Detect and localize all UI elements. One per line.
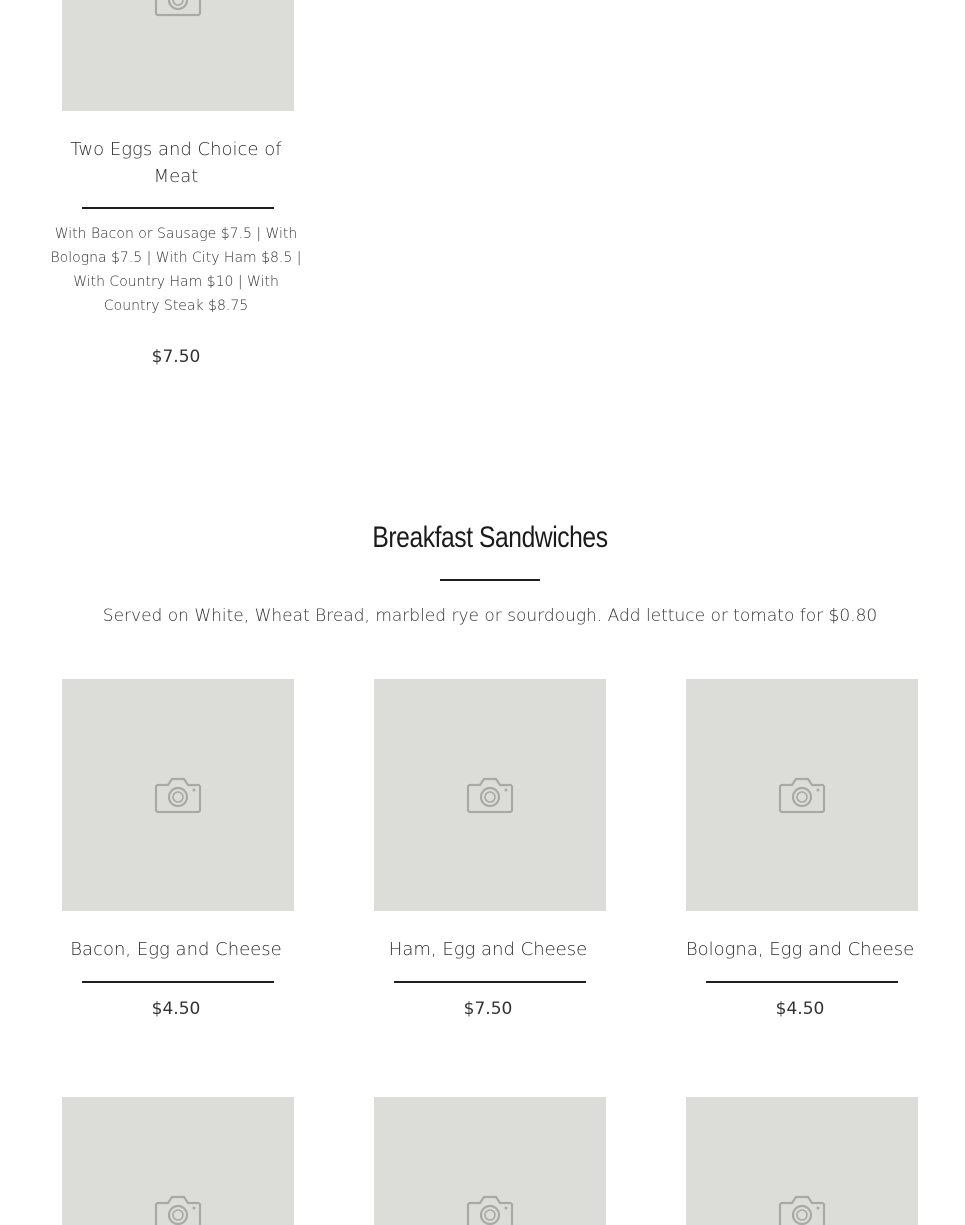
item-photo-placeholder <box>62 0 294 111</box>
item-divider <box>394 981 586 983</box>
item-divider <box>82 981 274 983</box>
camera-icon <box>778 1194 826 1225</box>
item-photo-placeholder <box>686 679 918 911</box>
section-title: Breakfast Sandwiches <box>372 521 608 554</box>
item-price: $4.50 <box>775 999 825 1019</box>
item-photo-placeholder <box>374 679 606 911</box>
item-price: $4.50 <box>151 999 201 1019</box>
item-name: Ham, Egg and Cheese <box>388 939 588 960</box>
item-divider <box>82 207 274 209</box>
camera-icon <box>154 0 202 17</box>
item-photo-placeholder <box>62 679 294 911</box>
item-price: $7.50 <box>463 999 513 1019</box>
item-name: Bologna, Egg and Cheese <box>685 939 915 960</box>
camera-icon <box>154 1194 202 1225</box>
item-divider <box>706 981 898 983</box>
camera-icon <box>466 776 514 814</box>
camera-icon <box>778 776 826 814</box>
item-photo-placeholder <box>374 1097 606 1225</box>
camera-icon <box>466 1194 514 1225</box>
item-photo-placeholder <box>62 1097 294 1225</box>
item-photo-placeholder <box>686 1097 918 1225</box>
section-description: Served on White, Wheat Bread, marbled rye or sourdough. Add lettuce or tomato for $0.80 <box>102 606 878 626</box>
item-name: Two Eggs and Choice of Meat <box>70 139 282 187</box>
section-divider <box>440 579 540 581</box>
camera-icon <box>154 776 202 814</box>
item-name: Bacon, Egg and Cheese <box>70 939 282 960</box>
item-price: $7.50 <box>151 347 201 367</box>
item-description: With Bacon or Sausage $7.5 | With Bologna $7.5 | With City Ham $8.5 | With Country Ham $10 | With Country Steak $8.75 <box>50 226 302 314</box>
